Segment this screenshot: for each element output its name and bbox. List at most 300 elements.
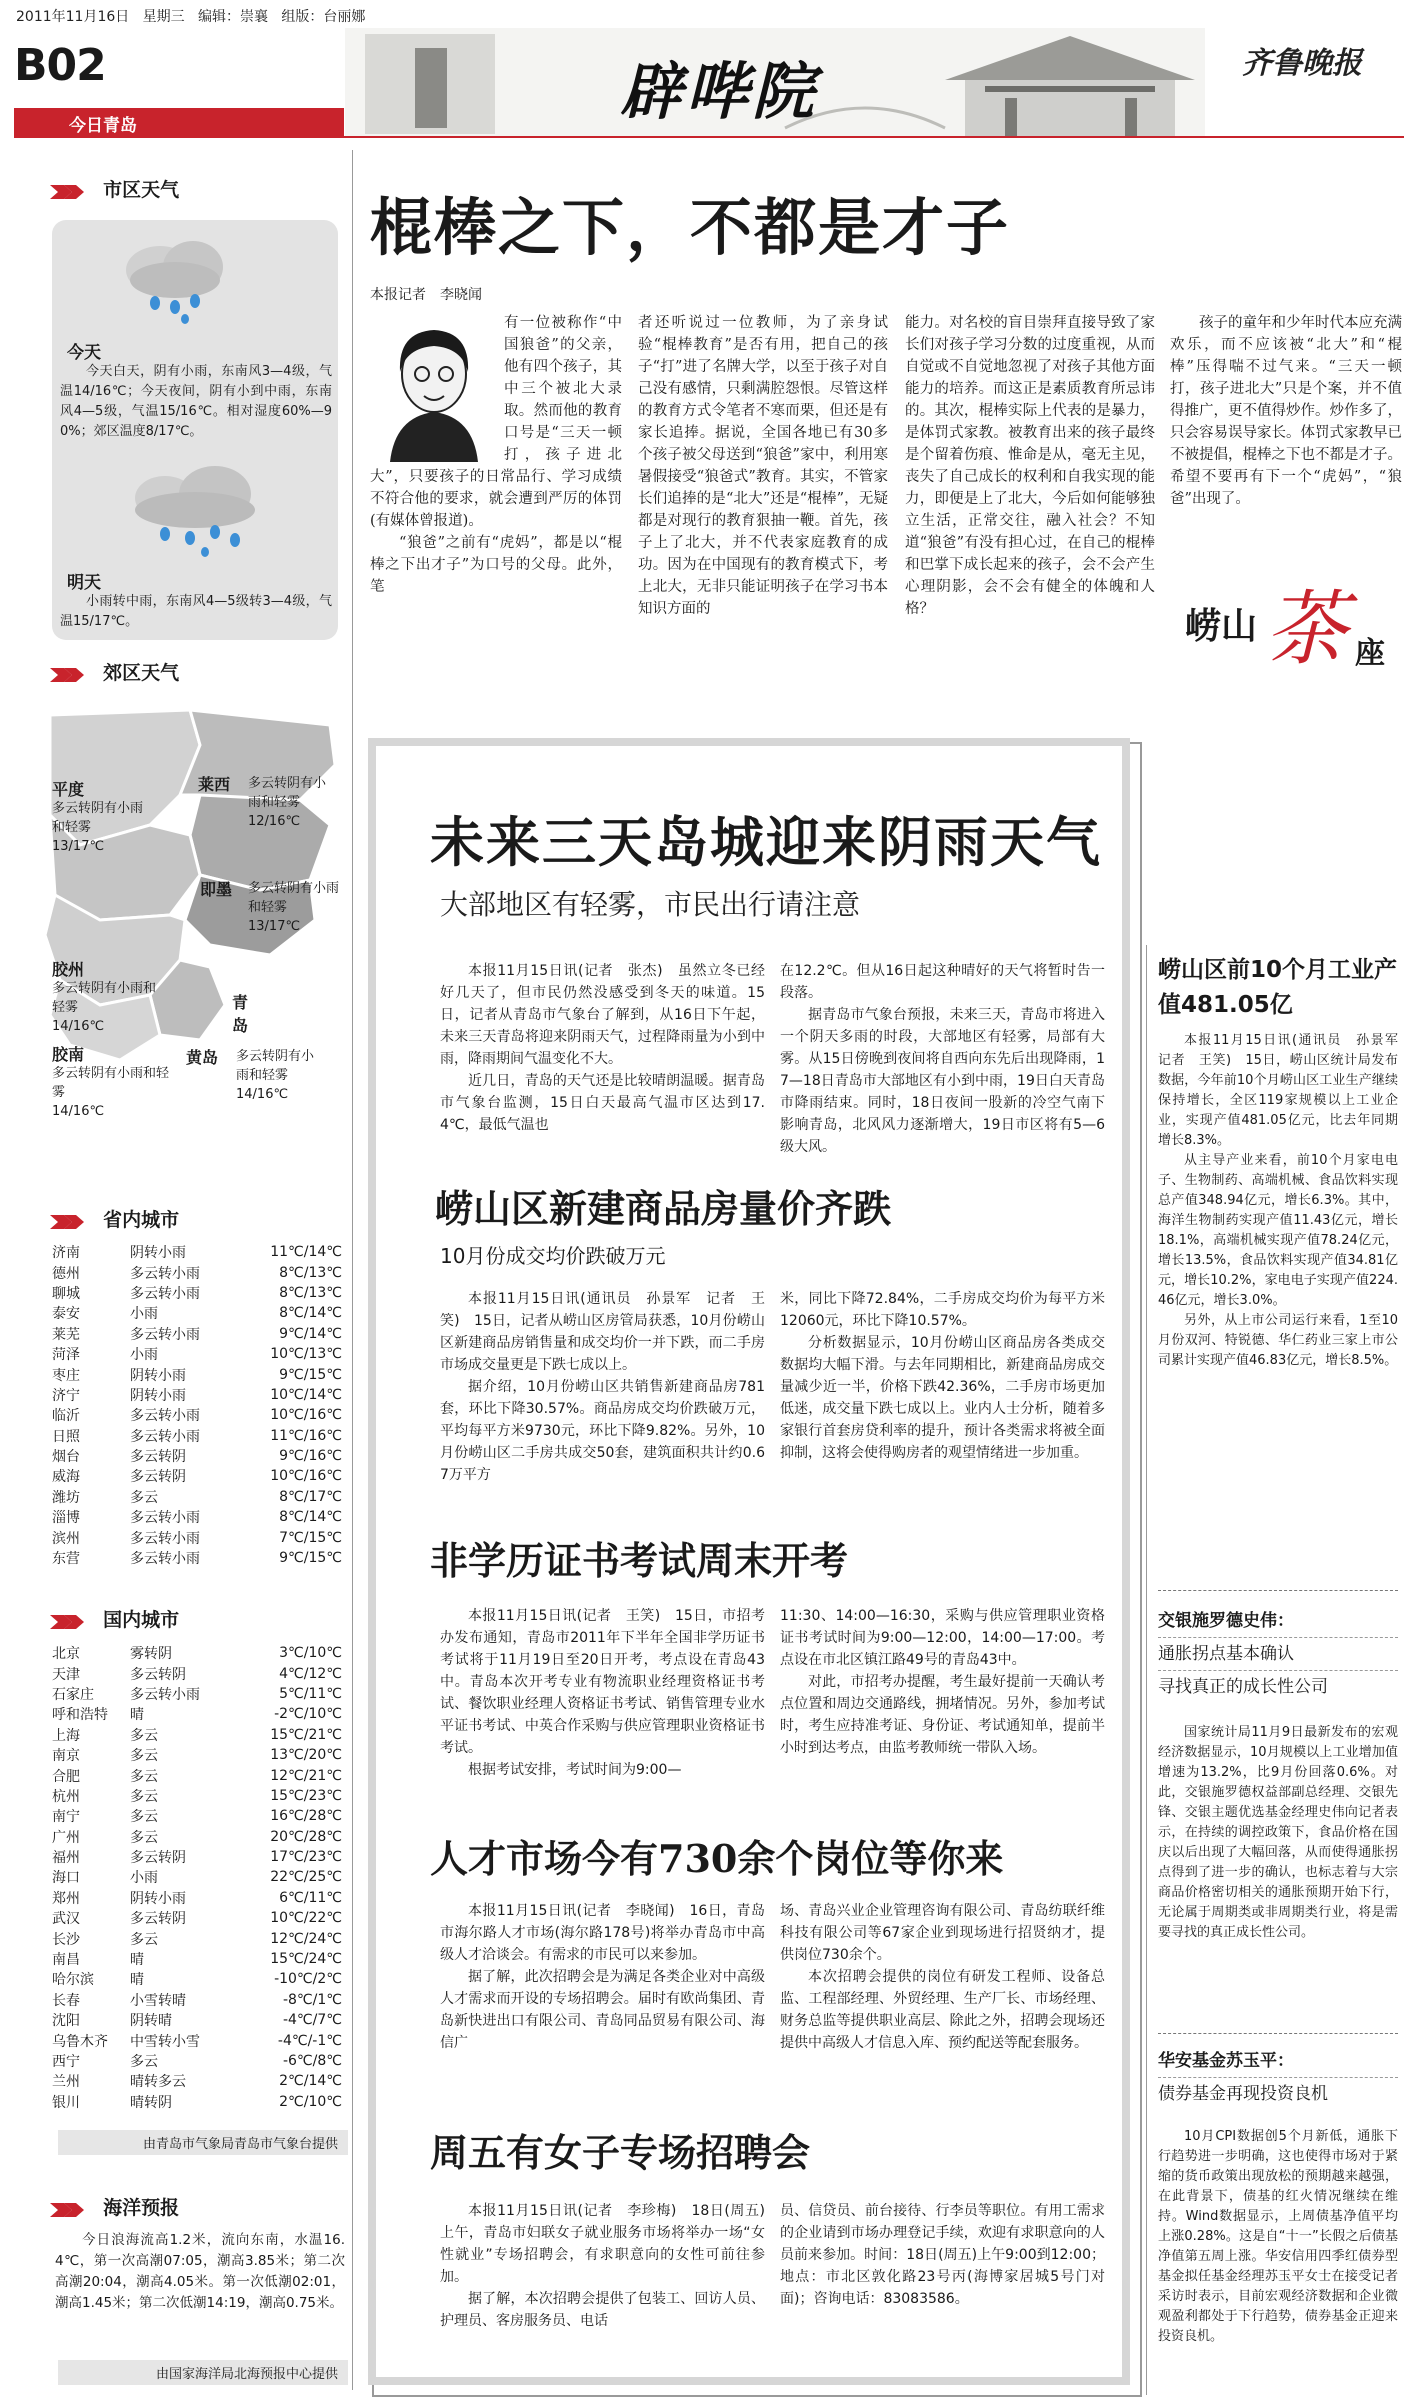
city-temp: 10℃/13℃ [270,1346,342,1363]
b3-title1: 华安基金苏玉平： [1158,2051,1294,2071]
a2-left-p2: 据介绍，10月份崂山区共销售新建商品房781套，环比下降30.57%。商品房成交均价跌破万元，平均每平方米9730元，环比下降9.82%。另外，10月份崂山区二手房共成交50套，建筑面积共计约0.67万平方 [440,1379,765,1483]
province-table [52,1242,342,1568]
a2-right-p1: 米，同比下降72.84%，二手房成交均价为每平方米12060元，环比下降10.57%。 [780,1291,1105,1329]
city-condition: 多云转阴 [130,1469,186,1486]
city-temp: 11℃/14℃ [270,1244,342,1261]
b2-p1: 国家统计局11月9日最新发布的宏观经济数据显示，10月规模以上工业增加值增速为13.2%，比9月份回落0.6%。对此，交银施罗德权益部副总经理、交银先锋、交银主题优选基金经理史伟向记者表示，在持续的调控政策下，食品价格在国庆以后出现了大幅回落，从而使得通胀拐点得到了进一步的确认，也标志着与大宗商品价格密切相关的通胀预期开始下行，无论属于周期类或非周期类行业，将是需要寻找的真正成长性公司。 [1158,1725,1398,1940]
weather-source [58,2130,348,2155]
city-condition: 多云 [130,1489,158,1506]
city-row [52,1827,342,1847]
right-column [1150,945,1412,2395]
city-name: 西宁 [52,2054,80,2070]
city-condition: 晴转多云 [130,2074,186,2091]
city-row [52,2010,342,2030]
city-temp: 17℃/23℃ [270,1849,342,1866]
ocean-forecast [55,2230,345,2314]
a2-title: 崂山区新建商品房量价齐跌 [435,1186,892,1231]
city-condition: 多云转小雨 [130,1530,200,1547]
cloud-rain-icon-2 [120,460,270,560]
a5-title: 周五有女子专场招聘会 [430,2130,811,2175]
red-arrow-icon [50,183,86,201]
city-condition: 阴转小雨 [130,1387,186,1404]
city-name: 石家庄 [52,1686,94,1703]
header-date-line [16,6,365,26]
a1-left [440,960,765,1136]
laoshan-logo-text3: 座 [1355,636,1385,671]
city-name: 南京 [52,1748,80,1765]
city-row [52,1426,342,1446]
city-name: 威海 [52,1469,80,1486]
a2-subtitle: 10月份成交均价跌破万元 [440,1244,666,1268]
laoshan-tea-logo [1185,570,1395,680]
b3-head [1158,2045,1398,2110]
red-arrow-icon [50,1613,86,1631]
map-region-jiaonan [52,1045,172,1121]
city-condition: 多云转阴 [130,1911,186,1928]
city-temp: 15℃/24℃ [270,1951,342,1968]
city-temp: 10℃/22℃ [270,1910,342,1927]
essay-title: 棍棒之下，不都是才子 [370,191,1011,264]
essay-section [370,150,1405,710]
a1-left-p1: 本报11月15日讯(记者 张杰) 虽然立冬已经好几天了，但市民仍然没感受到冬天的味道。15日，记者从青岛市气象台了解到，从16日下午起，未来三天青岛将迎来阴雨天气，过程降雨量为小到中雨，降雨期间气温变化不大。 [440,963,765,1067]
city-condition: 多云 [130,2054,158,2070]
city-name: 沈阳 [52,2013,80,2030]
province-title: 省内城市 [103,1209,180,1231]
city-temp: -2℃/10℃ [274,1706,342,1723]
city-weather-heading [50,175,179,202]
today-label: 今天 [67,343,101,363]
national-rows [52,1643,342,2112]
city-row [52,2030,342,2050]
map-region-text: 多云转阴有小雨和轻雾 [52,981,157,1015]
city-row [52,2071,342,2091]
city-name: 武汉 [52,1911,80,1928]
city-row [52,1684,342,1704]
city-row [52,2092,342,2112]
city-name: 杭州 [52,1788,80,1805]
map-region-name: 平度 [52,780,85,799]
city-temp: 6℃/11℃ [279,1889,342,1906]
city-temp: 7℃/15℃ [279,1529,342,1546]
header-rule [14,136,1404,138]
city-condition: 多云转阴 [130,1666,186,1683]
essay-dropcap-col [370,312,622,598]
city-row [52,1527,342,1547]
laoshan-logo-text2: 茶 [1265,582,1347,677]
province-heading [50,1205,179,1232]
column-title: 辟哔院 [620,55,819,128]
header-editor: 编辑：崇襄 [197,9,268,25]
left-sidebar [0,140,355,2404]
ocean-forecast-text: 今日浪海流高1.2米，流向东南，水温16.4℃，第一次高潮07:05，潮高3.85米；第二次高潮20:04，潮高4.05米。第一次低潮02:01，潮高1.45米；第二次低潮14:19，潮高0.75米。 [55,2232,345,2311]
essay-col4 [1170,312,1402,510]
city-condition: 多云转小雨 [130,1265,200,1282]
a4-right [780,1900,1105,2054]
city-name: 南宁 [52,1809,80,1826]
city-name: 乌鲁木齐 [52,2033,108,2050]
map-region-name: 莱西 [198,775,231,794]
city-temp: 10℃/14℃ [270,1386,342,1403]
city-condition: 晴 [130,1952,144,1969]
map-region-temp: 13/17℃ [52,839,105,854]
city-row [52,1364,342,1384]
city-condition: 阴转晴 [130,2013,172,2030]
page-number: B02 [14,40,106,91]
city-condition: 多云转小雨 [130,1326,200,1343]
city-temp: 9℃/16℃ [279,1448,342,1465]
a4-title: 人才市场今有730余个岗位等你来 [430,1836,1004,1881]
city-row [52,1643,342,1663]
a3-left-p2: 根据考试安排，考试时间为9:00— [468,1762,682,1778]
section-tab [14,108,344,136]
map-region-text: 多云转阴有小雨和轻雾 [248,776,327,810]
b-divider-1 [1158,1590,1398,1591]
a4-left-p2: 据了解，此次招聘会是为满足各类企业对中高级人才需求而开设的专场招聘会。届时有欧尚集团、青岛新快进出口有限公司、青岛同品贸易有限公司、海信广 [440,1969,765,2051]
city-row [52,1242,342,1262]
city-temp: 16℃/28℃ [270,1808,342,1825]
city-condition: 多云转小雨 [130,1428,200,1445]
city-name: 东营 [52,1551,80,1568]
city-temp: 8℃/13℃ [279,1264,342,1281]
city-condition: 多云 [130,1809,158,1826]
city-name: 烟台 [52,1449,80,1466]
city-name: 聊城 [52,1285,80,1302]
national-heading [50,1605,179,1632]
city-temp: 5℃/11℃ [279,1685,342,1702]
city-temp: 12℃/21℃ [270,1767,342,1784]
suburb-weather-heading [50,658,179,685]
map-region-temp: 13/17℃ [248,919,301,934]
a1-right-p1: 在12.2℃。但从16日起这种晴好的天气将暂时告一段落。 [780,963,1105,1001]
city-name: 泰安 [52,1306,80,1323]
map-region-jiaozhou [52,960,172,1036]
city-temp: 10℃/16℃ [270,1468,342,1485]
main-news [395,760,1125,2390]
map-region-name: 黄岛 [186,1048,219,1067]
city-row [52,1262,342,1282]
city-row [52,1867,342,1887]
city-row [52,1949,342,1969]
a2-left-p1: 本报11月15日讯(通讯员 孙景军 记者 王笑) 15日，记者从崂山区房管局获悉，10月份崂山区新建商品房销售量和成交均价一并下跌，而二手房市场成交量更是下跌七成以上。 [440,1291,765,1373]
essay-col4-text: 孩子的童年和少年时代本应充满欢乐，而不应该被“北大”和“棍棒”压得喘不过气来。“三天一顿打，孩子进北大”只是个案，并不值得推广，更不值得炒作。炒作多了，只会容易误导家长。体罚式家教早已不被提倡，棍棒之下也不都是才子。希望不要再有下一个“虎妈”，“狼爸”出现了。 [1170,315,1402,507]
map-region-huangdao [186,1048,346,1104]
essay-col2-text: 者还听说过一位教师，为了亲身试验“棍棒教育”是否有用，把自己的孩子“打”进了名牌大学，以至于孩子对自己没有感情，只剩满腔怨恨。尽管这样的教育方式令笔者不寒而栗，但还是有家长追捧。据说，全国各地已有30多个孩子被父母送到“狼爸”家中，利用寒暑假接受“狼爸式”教育。其实，不管家长们追捧的是“北大”还是“棍棒”，无疑都是对现行的教育狠抽一鞭。首先，孩子上了北大，并不代表家庭教育的成功。因为在中国现有的教育模式下，考上北大，无非只能证明孩子在学习书本知识方面的 [638,315,888,617]
b3-body [1158,2127,1398,2347]
header-date: 2011年11月16日 [16,9,130,25]
city-name: 海口 [52,1870,80,1887]
city-temp: 12℃/24℃ [270,1930,342,1947]
city-row [52,1888,342,1908]
a3-right [780,1605,1105,1759]
city-name: 哈尔滨 [52,1972,94,1989]
national-title: 国内城市 [103,1609,180,1631]
map-region-temp: 12/16℃ [248,814,301,829]
header-weekday: 星期三 [142,9,185,25]
city-row [52,1487,342,1507]
a2-right [780,1288,1105,1464]
suburb-weather-title: 郊区天气 [103,662,180,684]
city-name: 德州 [52,1265,80,1282]
city-temp: 8℃/13℃ [279,1284,342,1301]
city-condition: 小雨 [130,1870,158,1887]
city-temp: -4℃/7℃ [282,2012,342,2029]
city-row [52,1990,342,2010]
red-arrow-icon [50,1213,86,1231]
b2-head [1158,1605,1398,1703]
city-name: 淄博 [52,1510,80,1527]
paper-logo: 齐鲁晚报 [1242,46,1362,81]
laoshan-logo-text1: 崂山 [1185,605,1258,647]
b2-body [1158,1723,1398,1943]
city-temp: 9℃/14℃ [279,1325,342,1342]
province-rows [52,1242,342,1568]
city-name: 济南 [52,1245,80,1262]
city-condition: 多云转阴 [130,1449,186,1466]
city-row [52,1908,342,1928]
city-name: 南昌 [52,1952,80,1969]
city-temp: 20℃/28℃ [270,1828,342,1845]
city-name: 兰州 [52,2074,80,2091]
city-name: 长春 [52,1992,80,2009]
a1-title: 未来三天岛城迎来阴雨天气 [430,810,1102,874]
city-row [52,1344,342,1364]
city-condition: 中雪转小雪 [130,2033,200,2050]
city-row [52,1847,342,1867]
city-temp: -8℃/1℃ [282,1991,342,2008]
city-temp: 2℃/14℃ [279,2073,342,2090]
b1-title: 崂山区前10个月工业产值481.05亿 [1158,957,1398,1018]
section-name: 今日青岛 [69,116,137,136]
today-forecast-text: 今天白天，阴有小雨，东南风3—4级，气温14/16℃；今天夜间，阴有小到中雨，东南风4—5级，气温15/16℃。相对湿度60%—90%；郊区温度8/17℃。 [60,364,332,439]
b3-p1: 10月CPI数据创5个月新低，通胀下行趋势进一步明确，这也使得市场对于紧缩的货币政策出现放松的预期越来越强，在此背景下，债基的红火情况继续在维持。Wind数据显示，上周债基净值平均上涨0.28%。这是自“十一”长假之后债基净值第五周上涨。华安信用四季红债券型基金拟任基金经理苏玉平女士在接受记者采访时表示，目前宏观经济数据和企业微观盈利都处于下行趋势，债券基金正迎来投资良机。 [1158,2129,1398,2344]
tomorrow-label: 明天 [67,573,101,593]
ocean-title: 海洋预报 [103,2197,180,2219]
city-temp: 10℃/16℃ [270,1407,342,1424]
a4-left [440,1900,765,2054]
ocean-source-text: 由国家海洋局北海预报中心提供 [155,2367,338,2382]
a3-right-p2: 对此，市招考办提醒，考生最好提前一天确认考点位置和周边交通路线，拥堵情况。另外，参加考试时，考生应持准考证、身份证、考试通知单，提前半小时到达考点，由监考教师统一带队入场。 [780,1674,1105,1756]
city-temp: 8℃/17℃ [279,1488,342,1505]
a2-left [440,1288,765,1486]
map-region-text: 多云转阴有小雨和轻雾 [52,801,144,835]
city-condition: 多云 [130,1788,158,1805]
city-temp: 3℃/10℃ [279,1645,342,1662]
map-region-name: 胶南 [52,1045,85,1064]
city-temp: -6℃/8℃ [282,2053,342,2069]
ocean-source [58,2360,348,2385]
city-temp: 8℃/14℃ [279,1509,342,1526]
map-region-name: 胶州 [52,960,85,979]
a1-left-p2: 近几日，青岛的天气还是比较晴朗温暖。据青岛市气象台监测，15日白天最高气温市区达到17.4℃，最低气温也 [440,1073,765,1133]
city-row [52,1725,342,1745]
city-name: 呼和浩特 [52,1707,108,1724]
essay-byline: 本报记者 李晓闻 [370,287,482,303]
b3-title2: 债券基金再现投资良机 [1158,2077,1398,2110]
city-name: 枣庄 [52,1367,80,1384]
b2-title3: 寻找真正的成长性公司 [1158,1670,1398,1703]
city-condition: 多云转小雨 [130,1285,200,1302]
sidebar-divider [352,150,353,2390]
city-condition: 多云 [130,1727,158,1744]
weather-source-text: 由青岛市气象局青岛市气象台提供 [142,2137,338,2152]
map-region-temp: 14/16℃ [52,1019,105,1034]
map-region-text: 多云转阴有小雨和轻雾 [236,1049,315,1083]
red-arrow-icon [50,2201,86,2219]
city-row [52,1928,342,1948]
essay-col2 [638,312,888,620]
city-condition: 小雨 [130,1347,158,1364]
city-temp: 9℃/15℃ [279,1550,342,1567]
essay-col1: 有一位被称作“中国狼爸”的父亲，他有四个孩子，其中三个被北大录取。然而他的教育口号是“三天一顿打，孩子进北大”，只要孩子的日常品行、学习成绩不符合他的要求，就会遭到严厉的体罚(有媒体曾报道)。 [370,315,622,529]
a3-title: 非学历证书考试周末开考 [430,1538,849,1583]
city-condition: 小雨 [130,1306,158,1323]
city-condition: 雾转阴 [130,1646,172,1663]
b-divider-2 [1158,2033,1398,2034]
city-condition: 阴转小雨 [130,1890,186,1907]
b2-title1: 交银施罗德史伟： [1158,1611,1294,1631]
city-name: 福州 [52,1850,80,1867]
city-name: 潍坊 [52,1489,80,1506]
city-temp: 8℃/14℃ [279,1305,342,1322]
city-row [52,1405,342,1425]
city-name: 长沙 [52,1931,80,1948]
city-temp: 15℃/21℃ [270,1726,342,1743]
ocean-heading [50,2193,179,2220]
city-condition: 多云 [130,1768,158,1785]
b1-p3: 另外，从上市公司运行来看，1至10月份双河、特锐德、华仁药业三家上市公司累计实现产值46.83亿元，增长8.5%。 [1158,1313,1398,1368]
city-condition: 多云转阴 [130,1850,186,1867]
map-region-text: 多云转阴有小雨和轻雾 [52,1066,170,1100]
city-condition: 多云 [130,1931,158,1948]
city-name: 天津 [52,1666,80,1683]
cloud-rain-icon [115,235,235,325]
a1-right-p2: 据青岛市气象台预报，未来三天，青岛市将进入一个阴天多雨的时段，大部地区有轻雾，局部有大雾。从15日傍晚到夜间将自西向东先后出现降雨，17—18日青岛市大部地区有小到中雨，19日白天青岛市降雨结束。同时，18日夜间一股新的冷空气南下影响青岛，北风风力逐渐增大，19日市区将有5—6级大风。 [780,1007,1105,1155]
b1-p2: 从主导产业来看，前10个月家电电子、生物制药、高端机械、食品饮料实现总产值348.94亿元，增长6.3%。其中，海洋生物制药实现产值11.43亿元，增长18.1%，高端机械实现产值78.24亿元，增长13.5%，食品饮料实现产值34.81亿元，增长10.2%，家电电子实现产值224.46亿元，增长3.0%。 [1158,1153,1398,1308]
a5-right-p1: 员、信贷员、前台接待、行李员等职位。有用工需求的企业请到市场办理登记手续，欢迎有求职意向的人员前来参加。时间：18日(周五)上午9:00到12:00；地点：市北区敦化路23号丙(海博家居城5号门对面)；咨询电话：83083586。 [780,2203,1105,2307]
a1-right [780,960,1105,1158]
city-name: 合肥 [52,1768,80,1785]
city-row [52,1507,342,1527]
city-condition: 小雪转晴 [130,1992,186,2009]
city-condition: 多云 [130,1829,158,1846]
essay-col3-text: 能力。对名校的盲目崇拜直接导致了家长们对孩子学习分数的过度重视，从而自觉或不自觉地忽视了对孩子其他方面能力的培养。而这正是素质教育所忌讳的。其次，棍棒实际上代表的是暴力，是体罚式家教。被教育出来的孩子最终是个留着伤痕、惟命是从，毫无主见，丧失了自己成长的权利和自我实现的能力，即便是上了北大，今后如何能够独立生活，正常交往，融入社会？不知道“狼爸”有没有担心过，在自己的棍棒和巴掌下成长起来的孩子，会不会产生心理阴影，会不会有健全的体魄和人格？ [905,315,1155,617]
city-name: 郑州 [52,1890,80,1907]
map-region-text: 多云转阴有小雨和轻雾 [248,881,340,915]
city-row [52,1704,342,1724]
a5-left [440,2200,765,2332]
city-row [52,1283,342,1303]
red-arrow-icon [50,666,86,684]
a3-right-p1: 11:30、14:00—16:30，采购与供应管理职业资格证书考试时间为9:00—12:00，14:00—17:00。考点设在市北区镇江路49号的青岛43中。 [780,1608,1105,1668]
city-condition: 多云转小雨 [130,1551,200,1568]
city-condition: 晴 [130,1972,144,1989]
city-condition: 阴转小雨 [130,1245,186,1262]
city-row [52,1806,342,1826]
map-region-temp: 14/16℃ [236,1087,289,1102]
a2-right-p2: 分析数据显示，10月份崂山区商品房各类成交数据均大幅下滑。与去年同期相比，新建商品房成交量减少近一半，价格下跌42.36%，二手房市场更加低迷，成交量下跌七成以上。业内人士分析，随着多家银行首套房贷利率的提升，预计各类需求将被全面抑制，这将会使得购房者的观望情绪进一步加重。 [780,1335,1105,1461]
right-column-divider [1146,945,1147,2395]
city-name: 北京 [52,1646,80,1663]
city-row [52,1745,342,1765]
city-row [52,1466,342,1486]
city-temp: 22℃/25℃ [270,1869,342,1886]
map-region-qingdao: 青岛 [232,993,249,1035]
city-temp: 15℃/23℃ [270,1787,342,1804]
page-header [0,0,1417,140]
city-condition: 多云转小雨 [130,1686,200,1703]
city-temp: 9℃/15℃ [279,1366,342,1383]
city-row [52,1765,342,1785]
city-row [52,1548,342,1568]
a5-left-p2: 据了解，本次招聘会提供了包装工、回访人员、护理员、客房服务员、电话 [440,2291,765,2329]
essay-col1b: “狼爸”之前有“虎妈”，都是以“棍棒之下出才子”为口号的父母。此外，笔 [370,535,622,595]
a4-right-p1: 场、青岛兴业企业管理咨询有限公司、青岛纺联纤维科技有限公司等67家企业到现场进行招贤纳才，提供岗位730余个。 [780,1903,1105,1963]
city-condition: 晴 [130,1707,144,1724]
city-name: 银川 [52,2094,80,2111]
today-forecast [60,362,332,442]
map-region-pingdu [52,780,192,856]
city-row [52,2051,342,2071]
city-temp: 2℃/10℃ [279,2093,342,2110]
city-temp: -4℃/-1℃ [277,2032,342,2049]
b2-title2: 通胀拐点基本确认 [1158,1637,1398,1670]
city-condition: 多云转小雨 [130,1408,200,1425]
a3-left [440,1605,765,1781]
city-name: 日照 [52,1428,80,1445]
city-temp: 11℃/16℃ [270,1427,342,1444]
city-temp: -10℃/2℃ [274,1971,342,1988]
a3-left-p1: 本报11月15日讯(记者 王笑) 15日，市招考办发布通知，青岛市2011年下半年全国非学历证书考试将于11月19日至20日开考，考点设在青岛43中。青岛本次开考专业有物流职业经理资格证书考试、餐饮职业经理人资格证书考试、销售管理专业水平证书考试、中英合作采购与供应管理职业资格证书考试。 [440,1608,765,1756]
city-name: 滨州 [52,1530,80,1547]
a1-subtitle: 大部地区有轻雾，市民出行请注意 [440,888,861,921]
city-condition: 阴转小雨 [130,1367,186,1384]
b1-body [1158,1031,1412,1371]
a4-right-p2: 本次招聘会提供的岗位有研发工程师、设备总监、工程部经理、外贸经理、生产厂长、市场经理、财务总监等提供职业高层、除此之外，招聘会现场还提供中高级人才信息入库、预约配送等配套服务。 [780,1969,1105,2051]
city-row [52,1303,342,1323]
tomorrow-forecast-text: 小雨转中雨，东南风4—5级转3—4级，气温15/17℃。 [60,594,332,629]
city-condition: 晴转阴 [130,2094,172,2111]
city-name: 上海 [52,1727,80,1744]
city-condition: 多云 [130,1748,158,1765]
city-temp: 4℃/12℃ [279,1665,342,1682]
city-row [52,1663,342,1683]
essay-col1-wrap [370,312,504,464]
city-temp: 13℃/20℃ [270,1747,342,1764]
b1-p1: 本报11月15日讯(通讯员 孙景军 记者 王笑) 15日，崂山区统计局发布数据，今年前10个月崂山区工业生产继续保持增长，全区119家规模以上工业企业，实现产值481.05亿元，比去年同期增长8.3%。 [1158,1033,1412,1148]
city-row [52,1786,342,1806]
map-region-jimo [200,880,340,936]
city-row [52,1324,342,1344]
a5-right [780,2200,1105,2310]
city-name: 临沂 [52,1408,80,1425]
city-name: 济宁 [52,1387,80,1404]
city-name: 莱芜 [52,1326,80,1343]
tomorrow-forecast [60,592,332,632]
a5-left-p1: 本报11月15日讯(记者 李珍梅) 18日(周五)上午，青岛市妇联女子就业服务市场将举办一场“女性就业”专场招聘会，有求职意向的女性可前往参加。 [440,2203,765,2285]
header-layout: 组版：台丽娜 [281,9,366,25]
city-weather-title: 市区天气 [103,179,180,201]
essay-col3 [905,312,1155,620]
city-condition: 多云转小雨 [130,1510,200,1527]
city-row [52,1446,342,1466]
map-region-temp: 14/16℃ [52,1104,105,1119]
city-row [52,1969,342,1989]
city-name: 菏泽 [52,1347,80,1364]
map-region-laixi [198,775,328,831]
city-row [52,1385,342,1405]
map-region-name: 即墨 [200,880,233,899]
city-name: 广州 [52,1829,80,1846]
